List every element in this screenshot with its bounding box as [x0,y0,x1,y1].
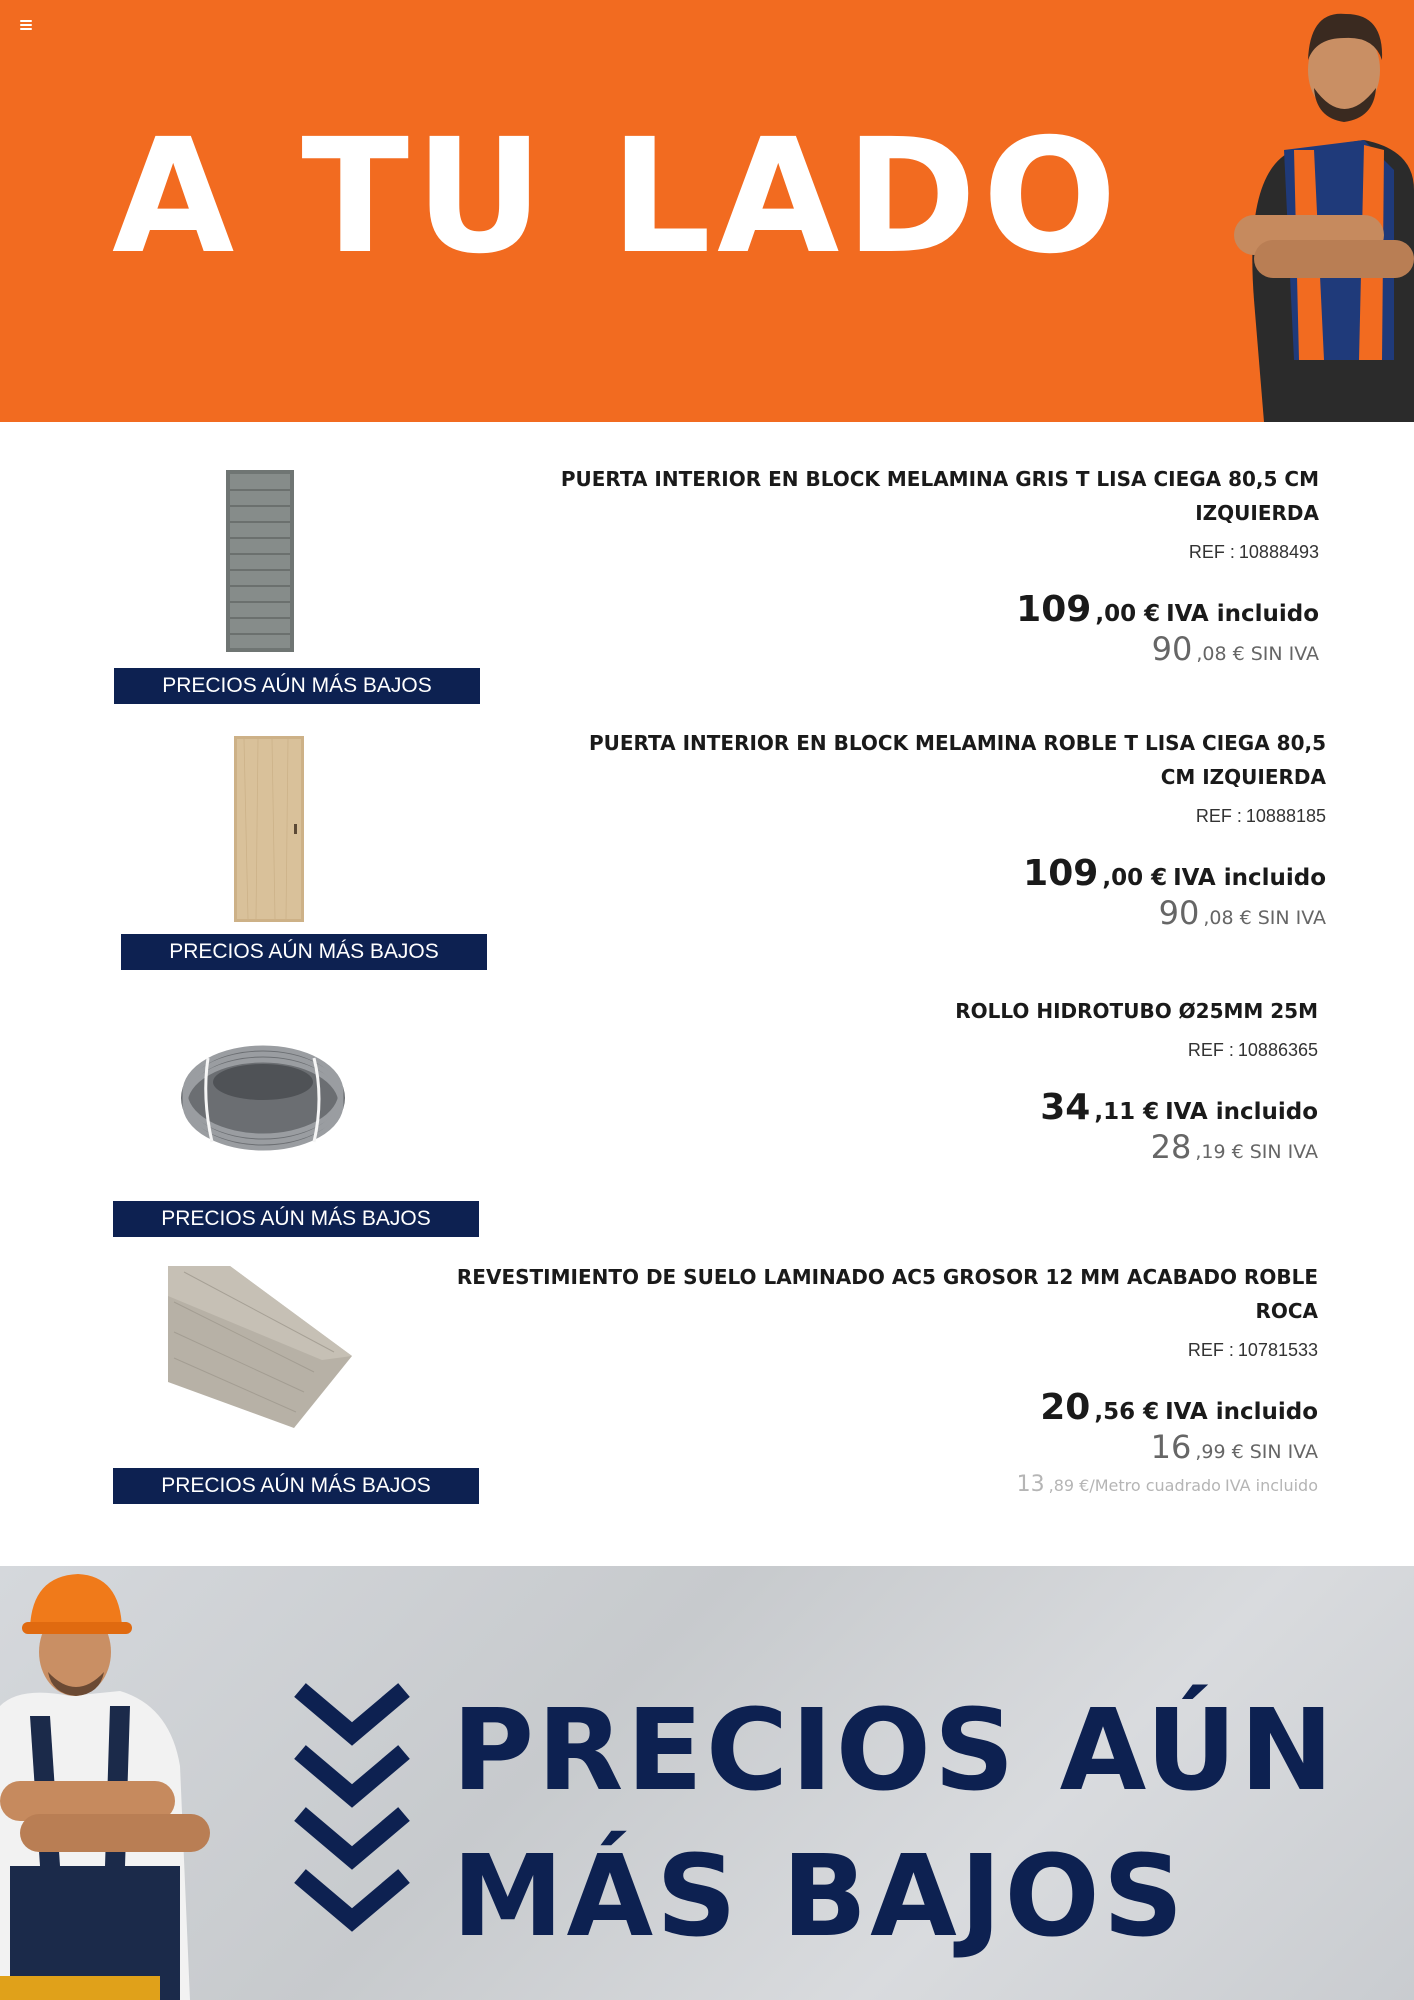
price-with-vat: 109 ,00 € IVA incluido [1016,589,1319,630]
promo-button[interactable]: PRECIOS AÚN MÁS BAJOS [114,668,480,704]
product-info [558,994,1318,1166]
product-card [0,440,1414,710]
oak-door-image [234,736,304,922]
product-ref: REF : 10886365 [1187,1040,1318,1060]
product-card [0,980,1414,1246]
price-with-vat: 34 ,11 € IVA incluido [1040,1087,1318,1128]
promo-button[interactable]: PRECIOS AÚN MÁS BAJOS [121,934,487,970]
promo-button[interactable]: PRECIOS AÚN MÁS BAJOS [113,1468,479,1504]
pipe-coil-image [178,1042,348,1154]
price-without-vat: 16 ,99 € SIN IVA [1150,1428,1318,1466]
price-per-unit: 13 ,89 €/Metro cuadrado IVA incluido [1016,1472,1318,1497]
worker-photo [0,1566,240,2000]
product-ref: REF : 10781533 [1187,1340,1318,1360]
product-ref: REF : 10888185 [1195,806,1326,826]
promo-button[interactable]: PRECIOS AÚN MÁS BAJOS [113,1201,479,1237]
price-without-vat: 90 ,08 € SIN IVA [1158,894,1326,932]
product-title[interactable]: PUERTA INTERIOR EN BLOCK MELAMINA ROBLE T LISA CIEGA 80,5 CM IZQUIERDA [588,731,1326,789]
product-ref: REF : 10888493 [1188,542,1319,562]
product-info [438,1260,1318,1497]
banner-title: A TU LADO [112,105,1123,289]
promo-headline-line1: PRECIOS AÚN [452,1686,1337,1816]
top-banner [0,0,1414,422]
staff-member-photo [1214,0,1414,422]
product-info [439,462,1319,668]
product-info [566,726,1326,932]
chevron-down-icon [292,1682,412,1942]
price-with-vat: 109 ,00 € IVA incluido [1023,853,1326,894]
promo-headline-line2: MÁS BAJOS [452,1832,1187,1962]
product-title[interactable]: PUERTA INTERIOR EN BLOCK MELAMINA GRIS T LISA CIEGA 80,5 CM IZQUIERDA [560,467,1319,525]
promo-headline [452,1678,1336,1970]
product-card [0,1246,1414,1536]
price-without-vat: 28 ,19 € SIN IVA [1150,1128,1318,1166]
product-card [0,710,1414,980]
product-title[interactable]: REVESTIMIENTO DE SUELO LAMINADO AC5 GROSOR 12 MM ACABADO ROBLE ROCA [456,1265,1318,1323]
product-title[interactable]: ROLLO HIDROTUBO Ø25MM 25M [955,999,1318,1023]
price-with-vat: 20 ,56 € IVA incluido [1040,1387,1318,1428]
laminate-planks-image [164,1262,356,1432]
promo-banner [0,1566,1414,2000]
menu-icon[interactable] [20,20,32,30]
grey-door-image [226,470,294,652]
price-without-vat: 90 ,08 € SIN IVA [1151,630,1319,668]
